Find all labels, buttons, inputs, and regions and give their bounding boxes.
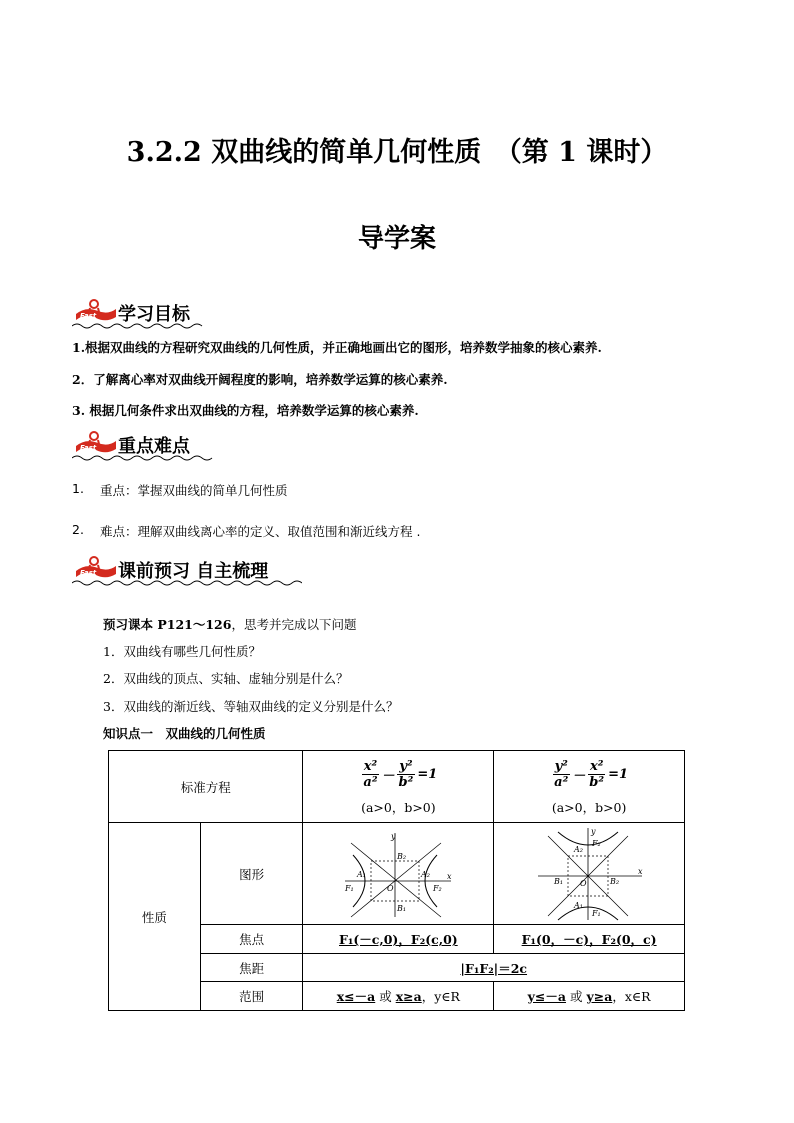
svg-text:Fast: Fast — [80, 569, 97, 577]
point-label: A₁ — [357, 869, 367, 879]
preview-question: 1．双曲线有哪些几何性质？ — [103, 644, 261, 659]
row-label-focus: 焦点 — [200, 925, 303, 954]
fraction-denominator: a² — [363, 774, 378, 790]
goal-item: 3. 根据几何条件求出双曲线的方程，培养数学运算的核心素养. — [72, 403, 419, 418]
section-header-keypoints — [72, 428, 302, 462]
point-label: A₁ — [574, 900, 584, 910]
fraction-denominator: b² — [398, 774, 414, 790]
equation-condition: (a>0，b>0) — [551, 799, 627, 815]
hyperbola-properties-table — [108, 750, 685, 1011]
point-label: F₂ — [433, 883, 443, 893]
focal-distance-value: |F₁F₂|＝2c — [460, 960, 528, 976]
equation-condition: (a>0，b>0) — [361, 799, 436, 815]
keypoint-text: 难点：理解双曲线离心率的定义、取值范围和渐近线方程 . — [100, 524, 421, 539]
fraction-numerator: x² — [589, 758, 604, 774]
fraction-numerator: y² — [554, 758, 568, 774]
fraction-denominator: b² — [589, 774, 605, 790]
section-title: 学习目标 — [118, 304, 190, 325]
section-title: 课前预习 自主梳理 — [118, 561, 269, 582]
graph-cell-horizontal — [303, 823, 494, 925]
focus-cell-vertical — [494, 925, 685, 954]
point-label: F₁ — [345, 883, 355, 893]
point-label: F₂ — [592, 838, 601, 848]
row-label-focal-distance: 焦距 — [200, 954, 303, 982]
equation-cell-horizontal: $\frac{\text{x²}}{\text{a²}}$ － $\frac{\text{y²}}{\text{b²}}$ =1 (a>0，b>0) — [303, 751, 494, 823]
fraction-numerator: x² — [363, 758, 378, 774]
range-part: y≥a — [586, 989, 613, 1004]
knowledge-point-title: 知识点一 双曲线的几何性质 — [103, 726, 266, 741]
preview-intro-bold: 预习课本 P121～126 — [103, 617, 232, 632]
goal-item: 1.根据双曲线的方程研究双曲线的几何性质，并正确地画出它的图形，培养数学抽象的核心素养. — [72, 340, 602, 355]
point-label: B₂ — [610, 876, 620, 886]
point-label: B₁ — [554, 876, 564, 886]
svg-text:Fast: Fast — [80, 312, 97, 320]
point-label: A₂ — [574, 844, 584, 854]
focus-value: F₁(－c,0)，F₂(c,0) — [339, 932, 458, 947]
section-header-goals — [72, 296, 302, 330]
axis-label-y: y — [391, 831, 396, 841]
range-part: y≤－a — [527, 989, 567, 1004]
table-row — [109, 823, 685, 925]
range-rest: ，x∈R — [612, 989, 651, 1004]
section-underline — [72, 579, 302, 587]
keypoint-number: 2. — [72, 522, 84, 537]
preview-question: 2．双曲线的顶点、实轴、虚轴分别是什么？ — [103, 671, 349, 686]
goal-item: 2．了解离心率对双曲线开阔程度的影响，培养数学运算的核心素养. — [72, 372, 448, 387]
range-or: 或 — [375, 989, 396, 1004]
svg-text:Fast: Fast — [80, 444, 97, 452]
focus-value: F₁(0，－c)，F₂(0，c) — [521, 932, 657, 947]
origin-label: O — [580, 878, 587, 888]
fraction-numerator: y² — [399, 758, 413, 774]
focus-cell-horizontal — [303, 925, 494, 954]
keypoint-number: 1. — [72, 481, 84, 496]
keypoint-text: 重点：掌握双曲线的简单几何性质 — [100, 483, 288, 498]
point-label: A₂ — [421, 869, 431, 879]
axis-label-x: x — [447, 871, 452, 881]
point-label: B₂ — [397, 851, 407, 861]
point-label: F₁ — [592, 908, 601, 918]
equation-rhs: =1 — [608, 766, 629, 782]
table-header-label: 标准方程 — [109, 751, 303, 823]
range-cell-horizontal — [303, 982, 494, 1011]
row-label-range: 范围 — [200, 982, 303, 1011]
fraction-denominator: a² — [554, 774, 569, 790]
section-header-preview — [72, 553, 302, 587]
range-rest: ，y∈R — [421, 989, 460, 1004]
section-underline — [72, 454, 302, 462]
range-part: x≤－a — [336, 989, 376, 1004]
range-part: x≥a — [395, 989, 422, 1004]
axis-label-x: x — [638, 866, 643, 876]
preview-intro-rest: ，思考并完成以下问题 — [231, 617, 357, 632]
preview-intro — [103, 615, 356, 633]
section-title: 重点难点 — [118, 436, 190, 457]
page-title: 3.2.2 双曲线的简单几何性质 （第 1 课时） — [126, 137, 668, 168]
equation-cell-vertical: $\frac{\text{y²}}{\text{a²}}$ － $\frac{\text{x²}}{\text{b²}}$ =1 (a>0，b>0) — [494, 751, 685, 823]
table-row — [109, 751, 685, 823]
focal-distance-cell — [303, 954, 685, 982]
section-underline — [72, 322, 302, 330]
equation-rhs: =1 — [417, 766, 438, 782]
range-cell-vertical — [494, 982, 685, 1011]
table-group-label: 性质 — [109, 823, 201, 1011]
point-label: B₁ — [397, 903, 407, 913]
page-subtitle: 导学案 — [357, 224, 436, 254]
graph-cell-vertical — [494, 823, 685, 925]
preview-question: 3．双曲线的渐近线、等轴双曲线的定义分别是什么？ — [103, 699, 399, 714]
origin-label: O — [387, 883, 394, 893]
row-label-graph: 图形 — [200, 823, 303, 925]
axis-label-y: y — [591, 826, 596, 836]
hyperbola-horizontal-graph — [343, 829, 453, 919]
range-or: 或 — [566, 989, 587, 1004]
hyperbola-vertical-graph — [534, 826, 644, 922]
